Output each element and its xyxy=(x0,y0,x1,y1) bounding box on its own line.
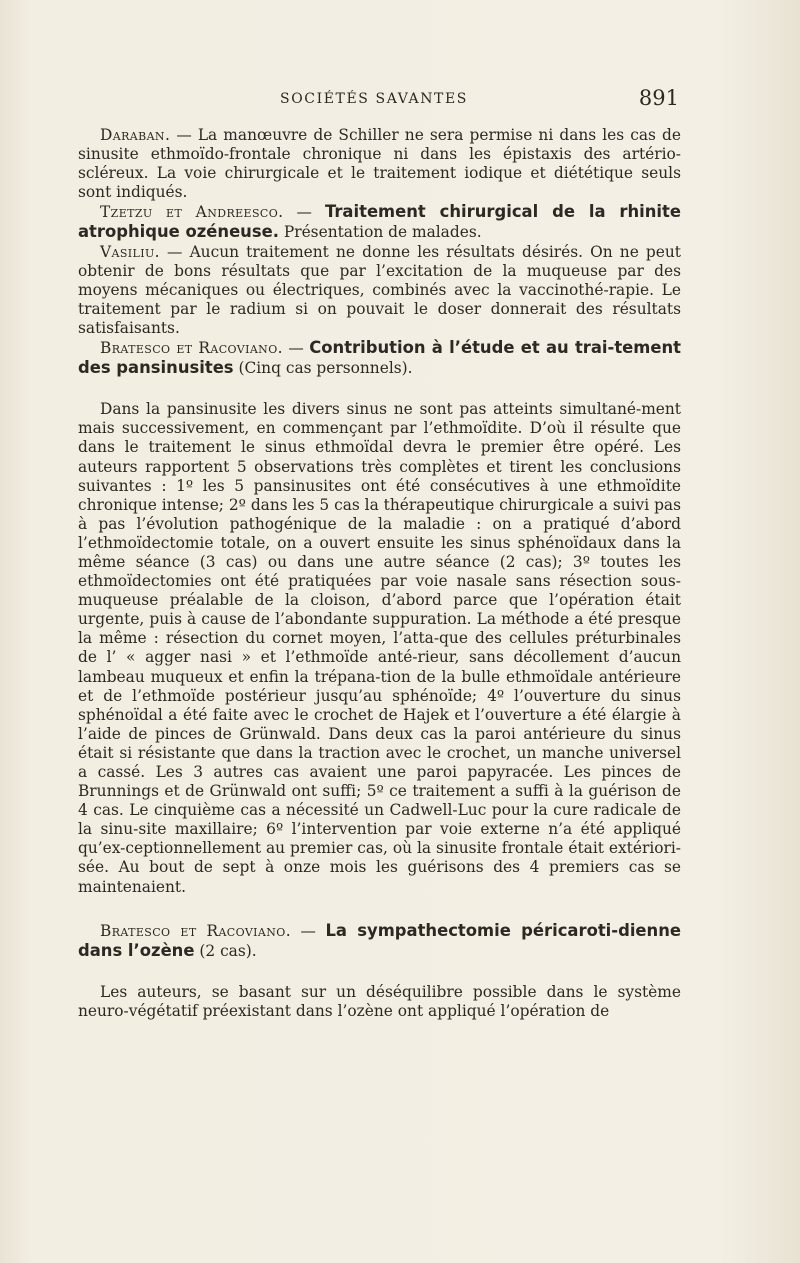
dash: — xyxy=(159,242,190,261)
entry-text: Aucun traitement ne donne les résultats désirés. On ne peut obtenir de bons résultats que par l’excitation de la muqueuse par des moyens mécaniques ou électriques, combinés avec la vaccinothé-rapie. Le traitement par le radium si on pouvait le doser donnerait des résultats satisfaisants. xyxy=(78,242,681,337)
entry-text: La manœuvre de Schiller ne sera permise ni dans les cas de sinusite ethmoïdo-frontale chronique ni dans les épistaxis des artério-scléreux. La voie chirurgicale et le traitement iodique et diététique seuls sont indiqués. xyxy=(78,126,681,202)
entry-daraban xyxy=(78,126,681,202)
entry-note: Présentation de malades. xyxy=(278,223,482,242)
communication-title: Traitement chirurgical de la rhinite atrophique ozéneuse. xyxy=(78,202,681,242)
page-number: 891 xyxy=(638,86,679,110)
dash: — xyxy=(170,126,198,144)
entry-tzetzu-andreesco xyxy=(78,202,681,242)
communication-title: Contribution à l’étude et au trai-tement des pansinusites xyxy=(78,338,681,378)
author-name: Tzetzu et Andreesco. xyxy=(100,203,284,222)
entry-vasiliu xyxy=(78,243,681,338)
dash: — xyxy=(283,203,325,222)
entry-note: (2 cas). xyxy=(194,941,257,960)
communication-title: La sympathectomie péricaroti-dienne dans l’ozène xyxy=(78,920,682,960)
author-name: Bratesco et Racoviano. xyxy=(100,921,292,940)
section-title: SOCIÉTÉS SAVANTES xyxy=(280,91,469,107)
running-header xyxy=(78,86,681,116)
dash: — xyxy=(291,921,326,940)
entry-note: (Cinq cas personnels). xyxy=(233,359,413,378)
dash: — xyxy=(282,339,310,358)
body-paragraph: Les auteurs, se basant sur un déséquilibre possible dans le système neuro-végétatif préexistant dans l’ozène ont appliqué l’opération de xyxy=(78,982,681,1020)
author-name: Daraban. xyxy=(100,126,171,144)
author-name: Vasiliu. xyxy=(100,242,160,261)
author-name: Bratesco et Racoviano. xyxy=(100,339,283,358)
entry-bratesco-racoviano-2 xyxy=(78,921,681,961)
page-content xyxy=(78,126,681,1021)
body-paragraph: Dans la pansinusite les divers sinus ne sont pas atteints simultané-ment mais successivement, en commençant par l’ethmoïdite. D’où il résulte que dans le traitement le sinus ethmoïdal devra le premier être opéré. Les auteurs rapportent 5 observations très complètes et tirent les conclusions suivantes : 1º les 5 pansinusites ont été consécutives à une ethmoïdite chronique intense; 2º dans les 5 cas la thérapeutique chirurgicale a suivi pas à pas l’évolution pathogénique de la maladie : on a pratiqué d’abord l’ethmoïdectomie totale, on a ouvert ensuite les sinus sphénoïdaux dans la même séance (3 cas) ou dans une autre séance (2 cas); 3º toutes les ethmoïdectomies ont été pratiquées par voie nasale sans résection sous-muqueuse préalable de la cloison, d’abord parce que l’opération était urgente, puis à cause de l’abondante suppuration. La méthode a été presque la même : résection du cornet moyen, l’atta-que des cellules préturbinales de l’ « agger nasi » et l’ethmoïde anté-rieur, sans décollement d’aucun lambeau muqueux et enfin la trépana-tion de la bulle ethmoïdale antérieure et de l’ethmoïde postérieur jusqu’au sphénoïde; 4º l’ouverture du sinus sphénoïdal a été faite avec le crochet de Hajek et l’ouverture a été élargie à l’aide de pinces de Grünwald. Dans deux cas la paroi antérieure du sinus était si résistante que dans la traction avec le crochet, un manche universel a cassé. Les 3 autres cas avaient une paroi papyracée. Les pinces de Brunnings et de Grünwald ont suffi; 5º ce traitement a suffi à la guérison de 4 cas. Le cinquième cas a nécessité un Cadwell-Luc pour la cure radicale de la sinu-site maxillaire; 6º l’intervention par voie externe n’a été appliqué qu’ex-ceptionnellement au premier cas, où la sinusite frontale était extériori-sée. Au bout de sept à onze mois les guérisons des 4 premiers cas se maintenaient. xyxy=(78,400,681,896)
entry-bratesco-racoviano-1 xyxy=(78,338,681,378)
